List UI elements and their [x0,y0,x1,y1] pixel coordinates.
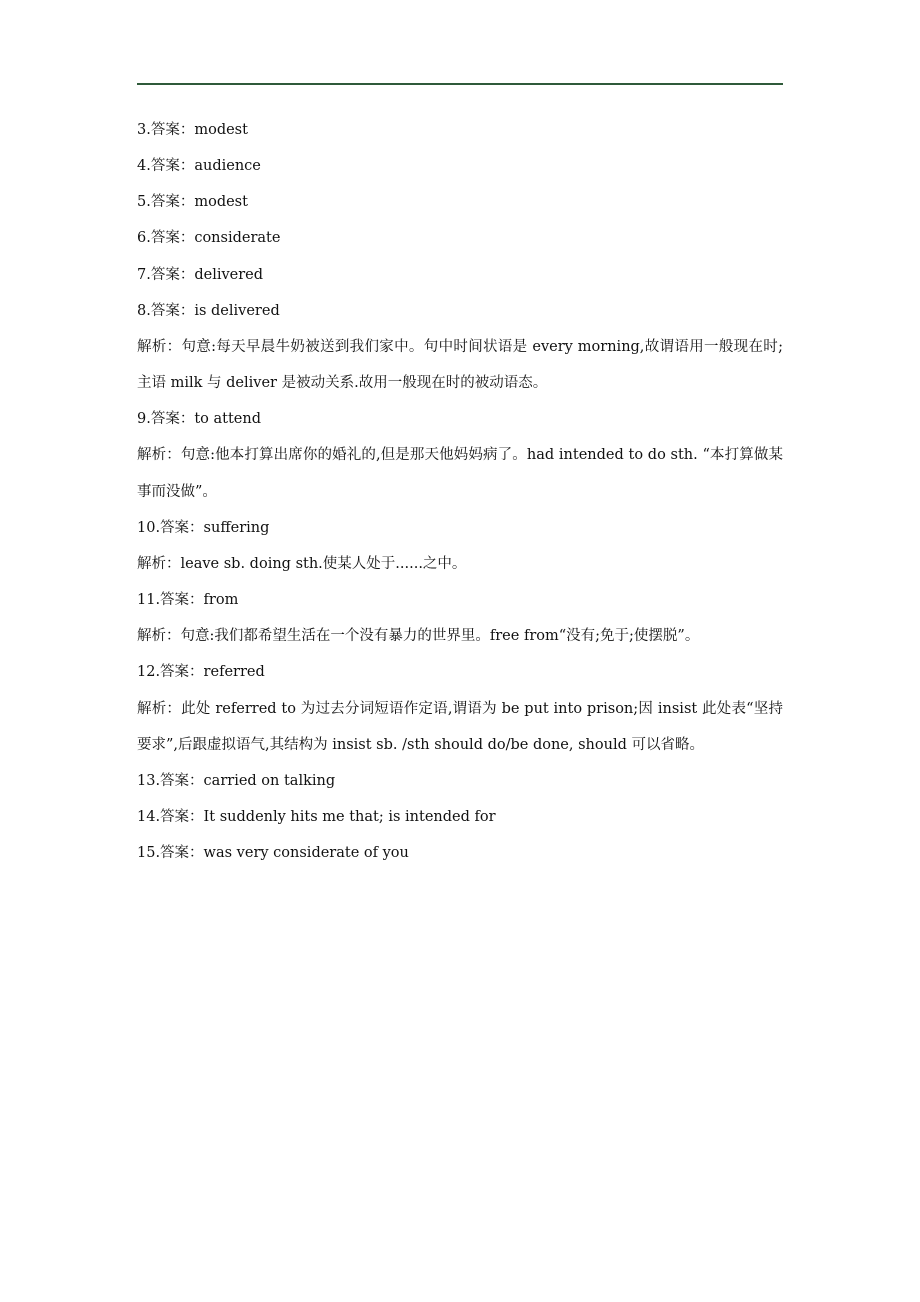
analysis-11: 解析：句意:我们都希望生活在一个没有暴力的世界里。free from“没有;免于;使摆脱”。 [137,628,700,645]
answer-4: 4.答案：audience [137,158,261,175]
answer-6: 6.答案：considerate [137,230,281,247]
answer-list [137,112,783,871]
analysis-10: 解析：leave sb. doing sth.使某人处于......之中。 [137,555,467,572]
answer-15: 15.答案：was very considerate of you [137,845,409,862]
answer-9: 9.答案：to attend [137,411,262,428]
header-rule [137,83,783,85]
analysis-8: 解析：句意:每天早晨牛奶被送到我们家中。句中时间状语是 every morning,故谓语用一般现在时;主语 milk 与 deliver 是被动关系.故用一般现在时的被动语态。 [137,338,783,392]
analysis-9: 解析：句意:他本打算出席你的婚礼的,但是那天他妈妈病了。had intended to do sth. “本打算做某事而没做”。 [137,447,783,500]
answer-8: 8.答案：is delivered [137,302,280,319]
answer-3: 3.答案：modest [137,122,248,138]
analysis-12: 解析：此处 referred to 为过去分词短语作定语,谓语为 be put into prison;因 insist 此处表“坚持要求”,后跟虚拟语气,其结构为 insist sb. /sth should do/be done, should 可以省略。 [137,700,783,753]
answer-13: 13.答案：carried on talking [137,772,336,789]
answer-11: 11.答案：from [137,592,239,609]
answer-7: 7.答案：delivered [137,266,264,283]
answer-12: 12.答案：referred [137,664,265,681]
answer-5: 5.答案：modest [137,194,248,211]
answer-10: 10.答案：suffering [137,519,270,536]
answer-14: 14.答案：It suddenly hits me that; is intended for [137,808,496,825]
